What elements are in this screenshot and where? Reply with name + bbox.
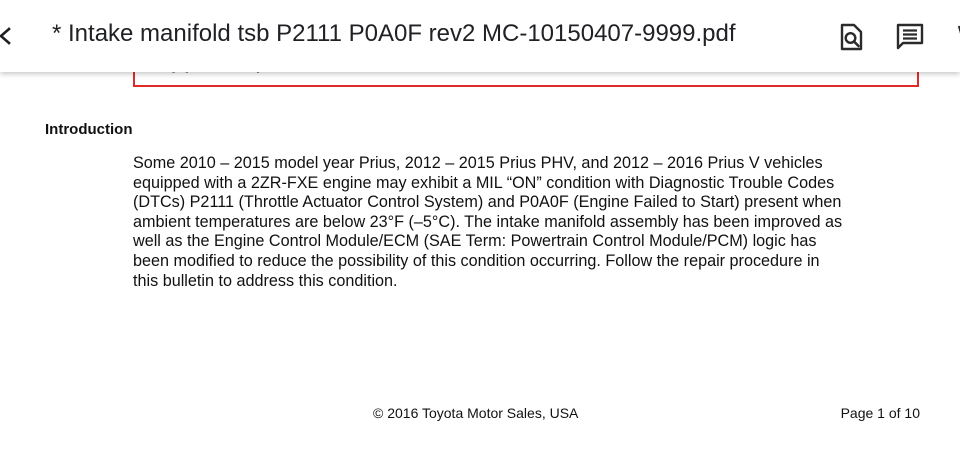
find-in-page-icon: [836, 22, 866, 52]
chevron-left-icon: [0, 20, 18, 52]
comment-button[interactable]: [895, 22, 925, 52]
document-title: * Intake manifold tsb P2111 P0A0F rev2 MC-10150407-9999.pdf: [52, 20, 736, 47]
section-heading-introduction: Introduction: [45, 121, 133, 138]
introduction-paragraph: [133, 154, 923, 291]
app-bar: [0, 0, 960, 72]
paragraph-line: well as the Engine Control Module/ECM (SAE Term: Powertrain Control Module/PCM) logic has: [133, 232, 817, 251]
paragraph-line: ambient temperatures are below 23°F (–5°C). The intake manifold assembly has been improved as: [133, 212, 843, 231]
footer-copyright: © 2016 Toyota Motor Sales, USA: [373, 405, 579, 421]
paragraph-line: Some 2010 – 2015 model year Prius, 2012 – 2015 Prius PHV, and 2012 – 2016 Prius V vehicles: [133, 154, 823, 172]
comment-icon: [895, 22, 925, 52]
back-button[interactable]: [0, 20, 18, 52]
paragraph-line: (DTCs) P2111 (Throttle Actuator Control System) and P0A0F (Engine Failed to Start) present when: [133, 193, 842, 212]
paragraph-line: equipped with a 2ZR-FXE engine may exhibit a MIL “ON” condition with Diagnostic Trouble Codes: [133, 173, 835, 192]
overflow-menu-icon-glyph: [950, 22, 960, 52]
page-number: Page 1 of 10: [840, 405, 920, 421]
paragraph-line: this bulletin to address this condition.: [133, 271, 398, 290]
find-in-page-button[interactable]: [836, 22, 866, 52]
paragraph-line: been modified to reduce the possibility of this condition occurring. Follow the repair procedure in: [133, 251, 820, 270]
overflow-menu-icon[interactable]: [950, 22, 960, 52]
